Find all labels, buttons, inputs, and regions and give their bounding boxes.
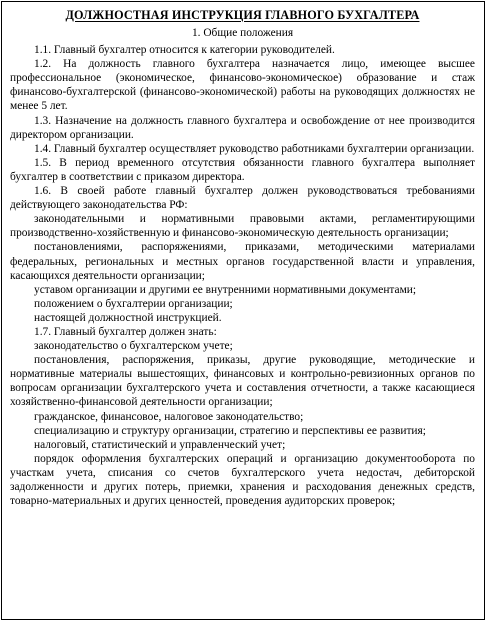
- paragraph: специализацию и структуру организации, стратегию и перспективы ее развития;: [34, 424, 426, 437]
- paragraph: 1.1. Главный бухгалтер относится к категории руководителей.: [34, 44, 335, 57]
- paragraph: 1.6. В своей работе главный бухгалтер должен руководствоваться требованиями действующего законодательства РФ:: [10, 185, 475, 212]
- paragraph: законодательными и нормативными правовыми актами, регламентирующими производственно-хозяйственную и финансово-экономическую деятельность организации;: [10, 213, 475, 240]
- paragraph: постановлениями, распоряжениями, приказами, методическими материалами федеральных, региональных и местных органов государственной власти и управления, касающихся деятельности организации;: [10, 241, 475, 282]
- paragraph: уставом организации и другими ее внутренними нормативными документами;: [34, 283, 417, 296]
- paragraph: законодательство о бухгалтерском учете;: [34, 340, 233, 353]
- paragraph: налоговый, статистический и управленческий учет;: [34, 438, 286, 451]
- paragraph: гражданское, финансовое, налоговое законодательство;: [34, 410, 304, 423]
- paragraph: 1.3. Назначение на должность главного бухгалтера и освобождение от нее производится директором организации.: [10, 114, 475, 141]
- paragraph: настоящей должностной инструкцией.: [34, 311, 222, 324]
- paragraph: постановления, распоряжения, приказы, другие руководящие, методические и нормативные материалы вышестоящих, финансовых и контрольно-ревизионных органов по вопросам организации бухгалтерского учета и составления отчетности, а также касающиеся хозяйственно-финансовой деятельности организации;: [10, 354, 475, 409]
- paragraph: порядок оформления бухгалтерских операций и организацию документооборота по участкам учета, списания со счетов бухгалтерского учета недостач, дебиторской задолженности и других потерь, приемки, хранения и расходования денежных средств, товарно-материальных и других ценностей, проведения аудиторских проверок;: [10, 452, 475, 508]
- document-page: [1, 1, 485, 620]
- section-heading: 1. Общие положения: [191, 27, 294, 39]
- paragraph: положением о бухгалтерии организации;: [34, 297, 233, 310]
- paragraph: 1.5. В период временного отсутствия обязанности главного бухгалтера выполняет бухгалтер в соответствии с приказом директора.: [10, 156, 475, 183]
- paragraph: 1.7. Главный бухгалтер должен знать:: [34, 325, 217, 338]
- document-body: [10, 43, 475, 508]
- document-title: ДОЛЖНОСТНАЯ ИНСТРУКЦИЯ ГЛАВНОГО БУХГАЛТЕРА: [65, 8, 420, 22]
- paragraph: 1.2. На должность главного бухгалтера назначается лицо, имеющее высшее профессиональное (экономическое, финансово-экономическое) образование и стаж финансово-бухгалтерской (финансово-экономической) работы на руководящих должностях не менее 5 лет.: [10, 58, 475, 113]
- paragraph: 1.4. Главный бухгалтер осуществляет руководство работниками бухгалтерии организации.: [34, 142, 475, 155]
